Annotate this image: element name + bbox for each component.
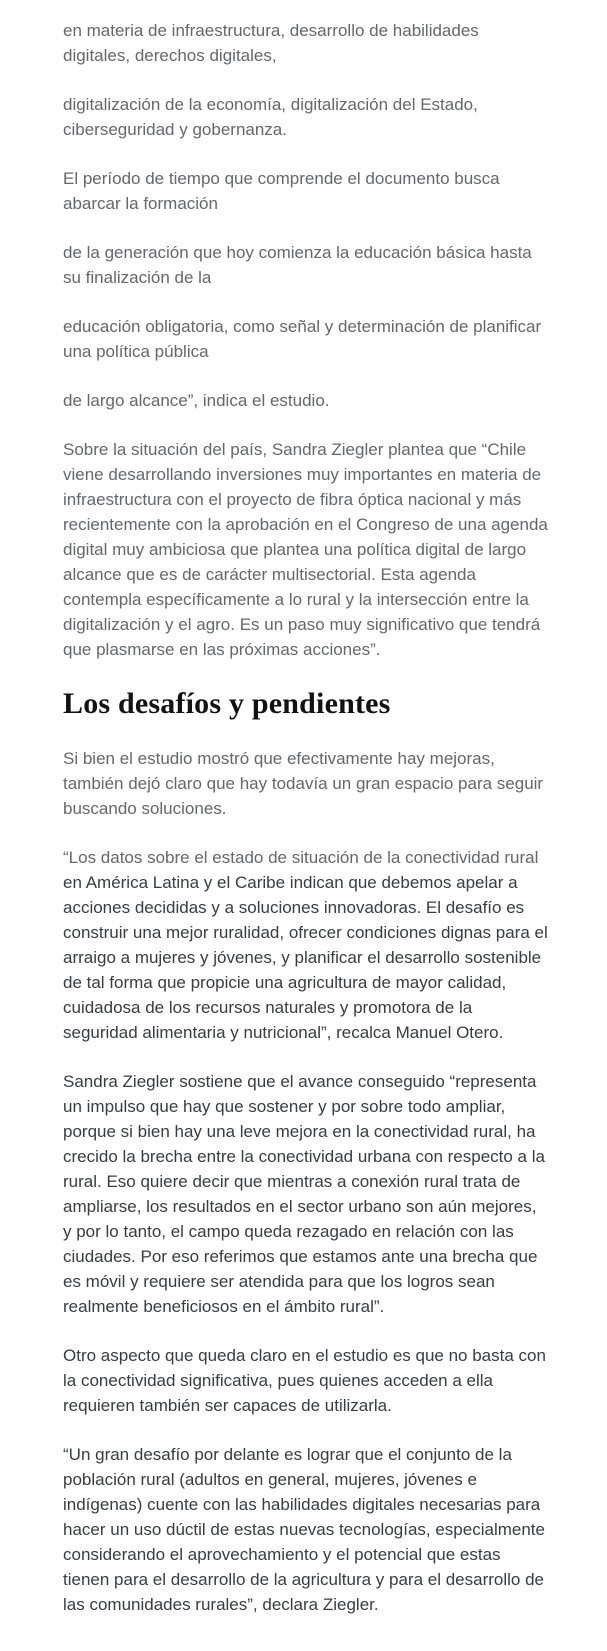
section-heading: Los desafíos y pendientes — [63, 687, 391, 720]
paragraph: Si bien el estudio mostró que efectivamente hay mejoras, también dejó claro que hay todavía un gran espacio para seguir buscando soluciones. — [63, 749, 544, 818]
paragraph: de largo alcance”, indica el estudio. — [63, 391, 330, 410]
paragraph: El período de tiempo que comprende el documento busca abarcar la formación — [63, 169, 500, 213]
paragraph: en materia de infraestructura, desarrollo de habilidades digitales, derechos digitales, — [63, 21, 479, 65]
paragraph: educación obligatoria, como señal y determinación de planificar una política pública — [63, 317, 542, 361]
paragraph: Sobre la situación del país, Sandra Ziegler plantea que “Chile viene desarrollando inversiones muy importantes en materia de infraestructura con el proyecto de fibra óptica nacional y más recientemente con la aprobación en el Congreso de una agenda digital muy ambiciosa que plantea una política digital de largo alcance que es de carácter multisectorial. Esta agenda contempla específicamente a lo rural y la intersección entre la digitalización y el agro. Es un paso muy significativo que tendrá que plasmarse en las próximas acciones”. — [63, 440, 548, 659]
paragraph-segment-muted: “Los datos sobre el estado de situación de la conectividad rural — [63, 848, 539, 867]
paragraph: digitalización de la economía, digitalización del Estado, ciberseguridad y gobernanza. — [63, 95, 478, 139]
paragraph — [63, 845, 549, 1045]
paragraph: de la generación que hoy comienza la educación básica hasta su finalización de la — [63, 243, 532, 287]
paragraph: “Un gran desafío por delante es lograr que el conjunto de la población rural (adultos en general, mujeres, jóvenes e indígenas) cuente con las habilidades digitales necesarias para hacer un uso dúctil de estas nuevas tecnologías, especialmente considerando el aprovechamiento y el potencial que estas tienen para el desarrollo de la agricultura y para el desarrollo de las comunidades rurales”, declara Ziegler. — [63, 1445, 545, 1614]
paragraph-segment-dark: en América Latina y el Caribe indican que debemos apelar a acciones decididas y a soluciones innovadoras. El desafío es construir una mejor ruralidad, ofrecer condiciones dignas para el arraigo a mujeres y jóvenes, y planificar el desarrollo sostenible de tal forma que propicie una agricultura de mayor calidad, cuidadosa de los recursos naturales y promotora de la seguridad alimentaria y nutricional”, recalca Manuel Otero. — [63, 873, 548, 1042]
paragraph: Sandra Ziegler sostiene que el avance conseguido “representa un impulso que hay que sostener y por sobre todo ampliar, porque si bien hay una leve mejora en la conectividad rural, ha crecido la brecha entre la conectividad urbana con respecto a la rural. Eso quiere decir que mientras a conexión rural trata de ampliarse, los resultados en el sector urbano son aún mejores, y por lo tanto, el campo queda rezagado en relación con las ciudades. Por eso referimos que estamos ante una brecha que es móvil y requiere ser atendida para que los logros sean realmente beneficiosos en el ámbito rural”. — [63, 1072, 545, 1316]
paragraph: Otro aspecto que queda claro en el estudio es que no basta con la conectividad significativa, pues quienes acceden a ella requieren también ser capaces de utilizarla. — [63, 1346, 546, 1415]
